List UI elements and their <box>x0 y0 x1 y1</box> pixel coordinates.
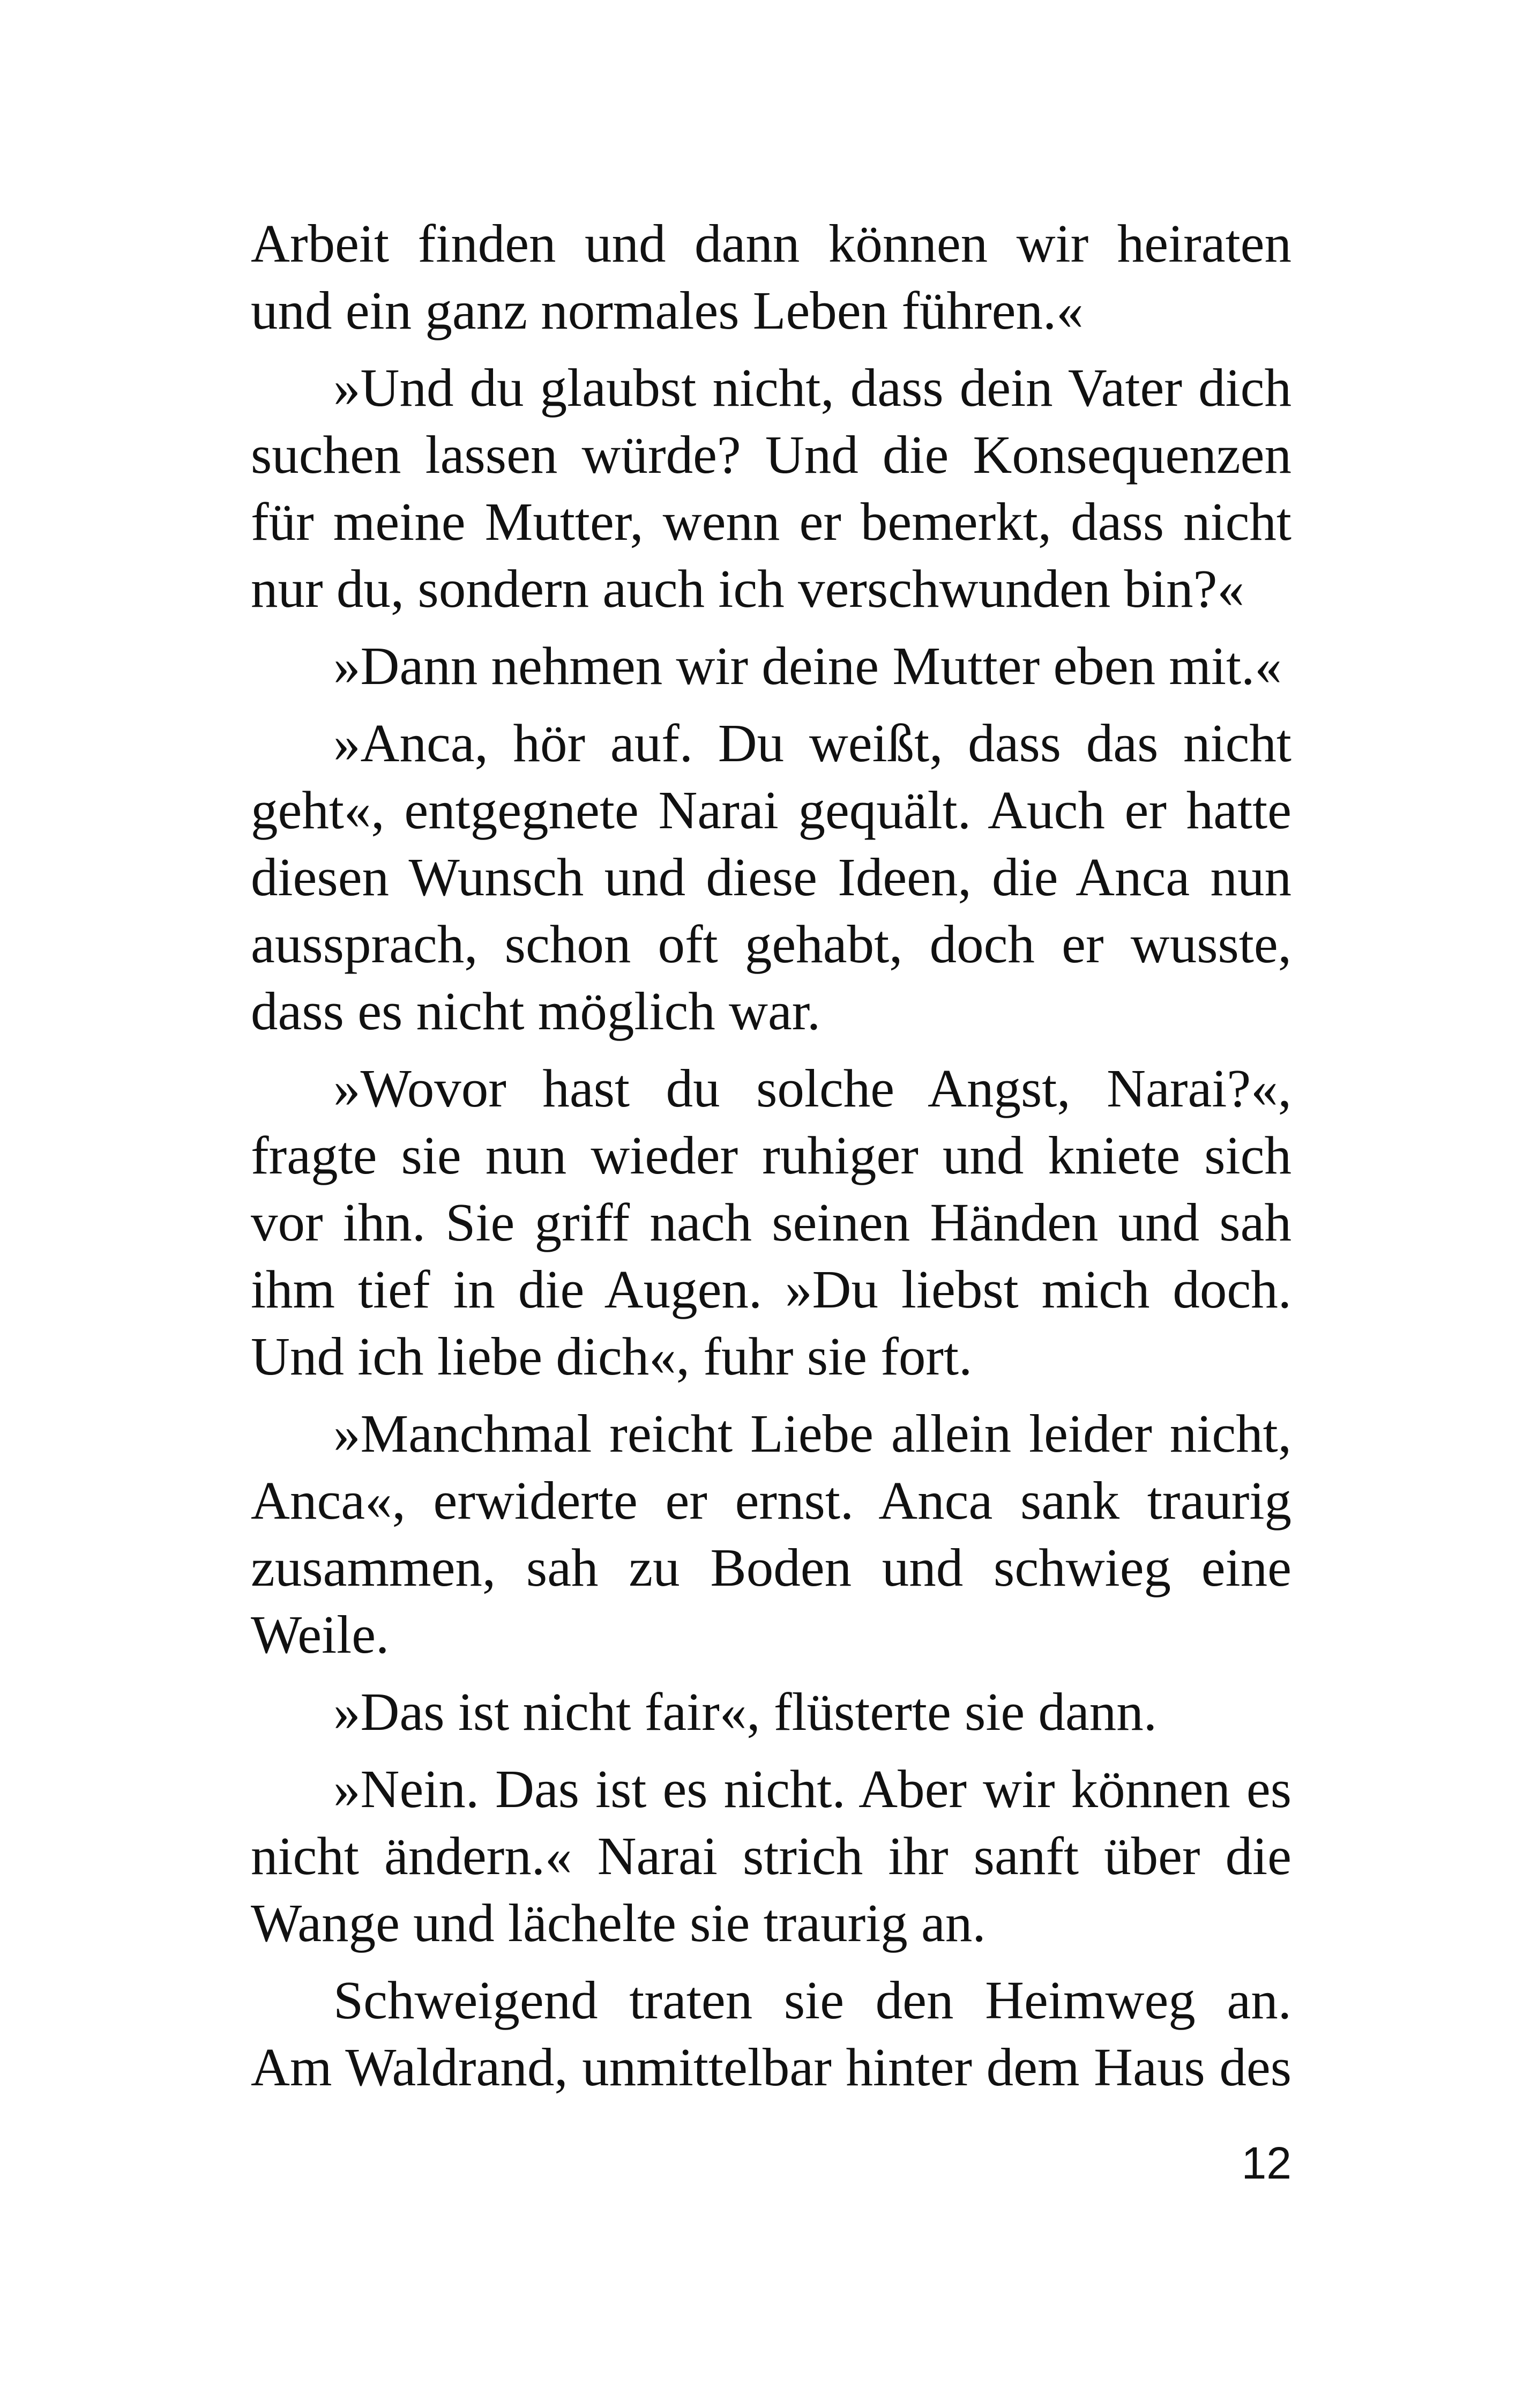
page-number: 12 <box>1241 2138 1291 2188</box>
paragraph-8: »Nein. Das ist es nicht. Aber wir können es nicht ändern.« Narai strich ihr sanft über die Wange und lächelte sie traurig an. <box>251 1759 1291 1953</box>
paragraph-5: »Wovor hast du solche Angst, Narai?«, fragte sie nun wieder ruhiger und kniete sich vor ihn. Sie griff nach seinen Händen und sah ihm tief in die Augen. »Du liebst mich doch. Und ich liebe dich«, fuhr sie fort. <box>251 1058 1291 1386</box>
paragraph-4: »Anca, hör auf. Du weißt, dass das nicht geht«, entgegnete Narai gequält. Auch er hatte diesen Wunsch und diese Ideen, die Anca nun aussprach, schon oft gehabt, doch er wusste, dass es nicht möglich war. <box>251 713 1291 1041</box>
body-text <box>251 210 1291 2111</box>
paragraph-2: »Und du glaubst nicht, dass dein Vater dich suchen lassen würde? Und die Konsequenzen für meine Mutter, wenn er bemerkt, dass nicht nur du, sondern auch ich verschwunden bin?« <box>251 358 1291 619</box>
paragraph-6: »Manchmal reicht Liebe allein leider nicht, Anca«, erwiderte er ernst. Anca sank traurig zusammen, sah zu Boden und schwieg eine Weile. <box>251 1403 1291 1664</box>
paragraph-3: »Dann nehmen wir deine Mutter eben mit.« <box>333 636 1282 696</box>
paragraph-9: Schweigend traten sie den Heimweg an. Am Waldrand, unmittelbar hinter dem Haus des <box>251 1970 1291 2097</box>
paragraph-7: »Das ist nicht fair«, flüsterte sie dann. <box>333 1682 1158 1742</box>
paragraph-1: Arbeit finden und dann können wir heiraten und ein ganz normales Leben führen.« <box>251 213 1291 340</box>
